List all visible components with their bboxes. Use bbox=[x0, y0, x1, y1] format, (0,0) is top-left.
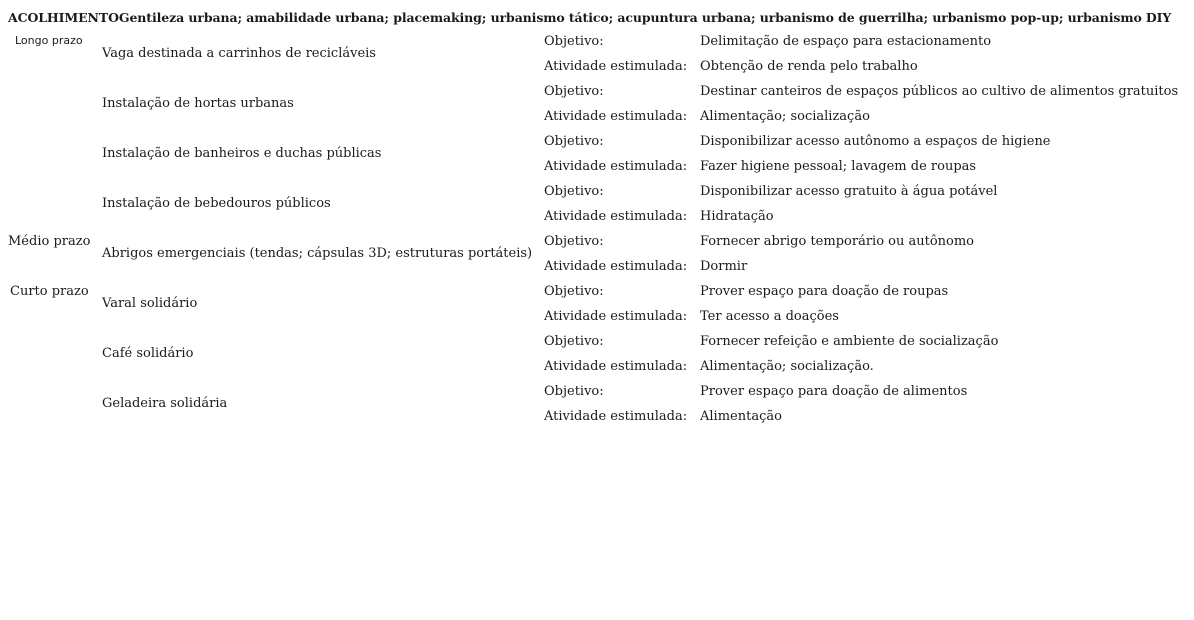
item-name: Abrigos emergenciais (tendas; cápsulas 3D; estruturas portáteis) bbox=[102, 246, 533, 261]
item-name: Varal solidário bbox=[102, 296, 198, 311]
activity-label: Atividade estimulada: bbox=[544, 409, 688, 424]
activity-label: Atividade estimulada: bbox=[544, 309, 688, 324]
table-row bbox=[0, 284, 1194, 334]
activity-value: Ter acesso a doações bbox=[700, 309, 839, 324]
table-row bbox=[0, 234, 1194, 284]
objective-value: Disponibilizar acesso gratuito à água potável bbox=[700, 184, 998, 199]
table-row bbox=[0, 34, 1194, 84]
activity-label: Atividade estimulada: bbox=[544, 259, 688, 274]
activity-value: Alimentação; socialização. bbox=[700, 359, 874, 374]
objective-value: Disponibilizar acesso autônomo a espaços de higiene bbox=[700, 134, 1051, 149]
objective-value: Destinar canteiros de espaços públicos ao cultivo de alimentos gratuitos bbox=[700, 84, 1179, 99]
objective-value: Fornecer refeição e ambiente de socialização bbox=[700, 334, 999, 349]
item-name: Instalação de bebedouros públicos bbox=[102, 196, 331, 211]
objective-label: Objetivo: bbox=[544, 384, 604, 399]
table-row bbox=[0, 184, 1194, 234]
objective-value: Fornecer abrigo temporário ou autônomo bbox=[700, 234, 975, 249]
item-name: Instalação de hortas urbanas bbox=[102, 96, 294, 111]
item-name: Vaga destinada a carrinhos de recicláveis bbox=[102, 46, 376, 61]
term-long: Longo prazo bbox=[15, 34, 83, 47]
objective-label: Objetivo: bbox=[544, 334, 604, 349]
document-title bbox=[8, 10, 1171, 26]
table-row bbox=[0, 84, 1194, 134]
table-row bbox=[0, 384, 1194, 434]
objective-value: Prover espaço para doação de roupas bbox=[700, 284, 949, 299]
keywords-title: Gentileza urbana; amabilidade urbana; placemaking; urbanismo tático; acupuntura urbana; urbanismo de guerrilha; urbanismo pop-up; urbanismo DIY bbox=[118, 10, 1172, 25]
activity-label: Atividade estimulada: bbox=[544, 159, 688, 174]
activity-label: Atividade estimulada: bbox=[544, 209, 688, 224]
objective-label: Objetivo: bbox=[544, 234, 604, 249]
item-name: Café solidário bbox=[102, 346, 194, 361]
activity-value: Alimentação; socialização bbox=[700, 109, 870, 124]
activity-label: Atividade estimulada: bbox=[544, 109, 688, 124]
activity-value: Dormir bbox=[700, 259, 748, 274]
table-row bbox=[0, 334, 1194, 384]
activity-value: Alimentação bbox=[700, 409, 782, 424]
activity-value: Obtenção de renda pelo trabalho bbox=[700, 59, 918, 74]
item-name: Instalação de banheiros e duchas públicas bbox=[102, 146, 382, 161]
term-medium: Médio prazo bbox=[8, 234, 91, 249]
activity-value: Fazer higiene pessoal; lavagem de roupas bbox=[700, 159, 977, 174]
objective-label: Objetivo: bbox=[544, 184, 604, 199]
activity-label: Atividade estimulada: bbox=[544, 359, 688, 374]
activity-label: Atividade estimulada: bbox=[544, 59, 688, 74]
objective-label: Objetivo: bbox=[544, 34, 604, 49]
category-title: ACOLHIMENTO bbox=[8, 10, 119, 25]
item-name: Geladeira solidária bbox=[102, 396, 228, 411]
table-row bbox=[0, 134, 1194, 184]
term-short: Curto prazo bbox=[10, 284, 89, 299]
activity-value: Hidratação bbox=[700, 209, 774, 224]
objective-label: Objetivo: bbox=[544, 84, 604, 99]
objective-label: Objetivo: bbox=[544, 134, 604, 149]
objective-value: Prover espaço para doação de alimentos bbox=[700, 384, 968, 399]
objective-label: Objetivo: bbox=[544, 284, 604, 299]
objective-value: Delimitação de espaço para estacionamento bbox=[700, 34, 992, 49]
